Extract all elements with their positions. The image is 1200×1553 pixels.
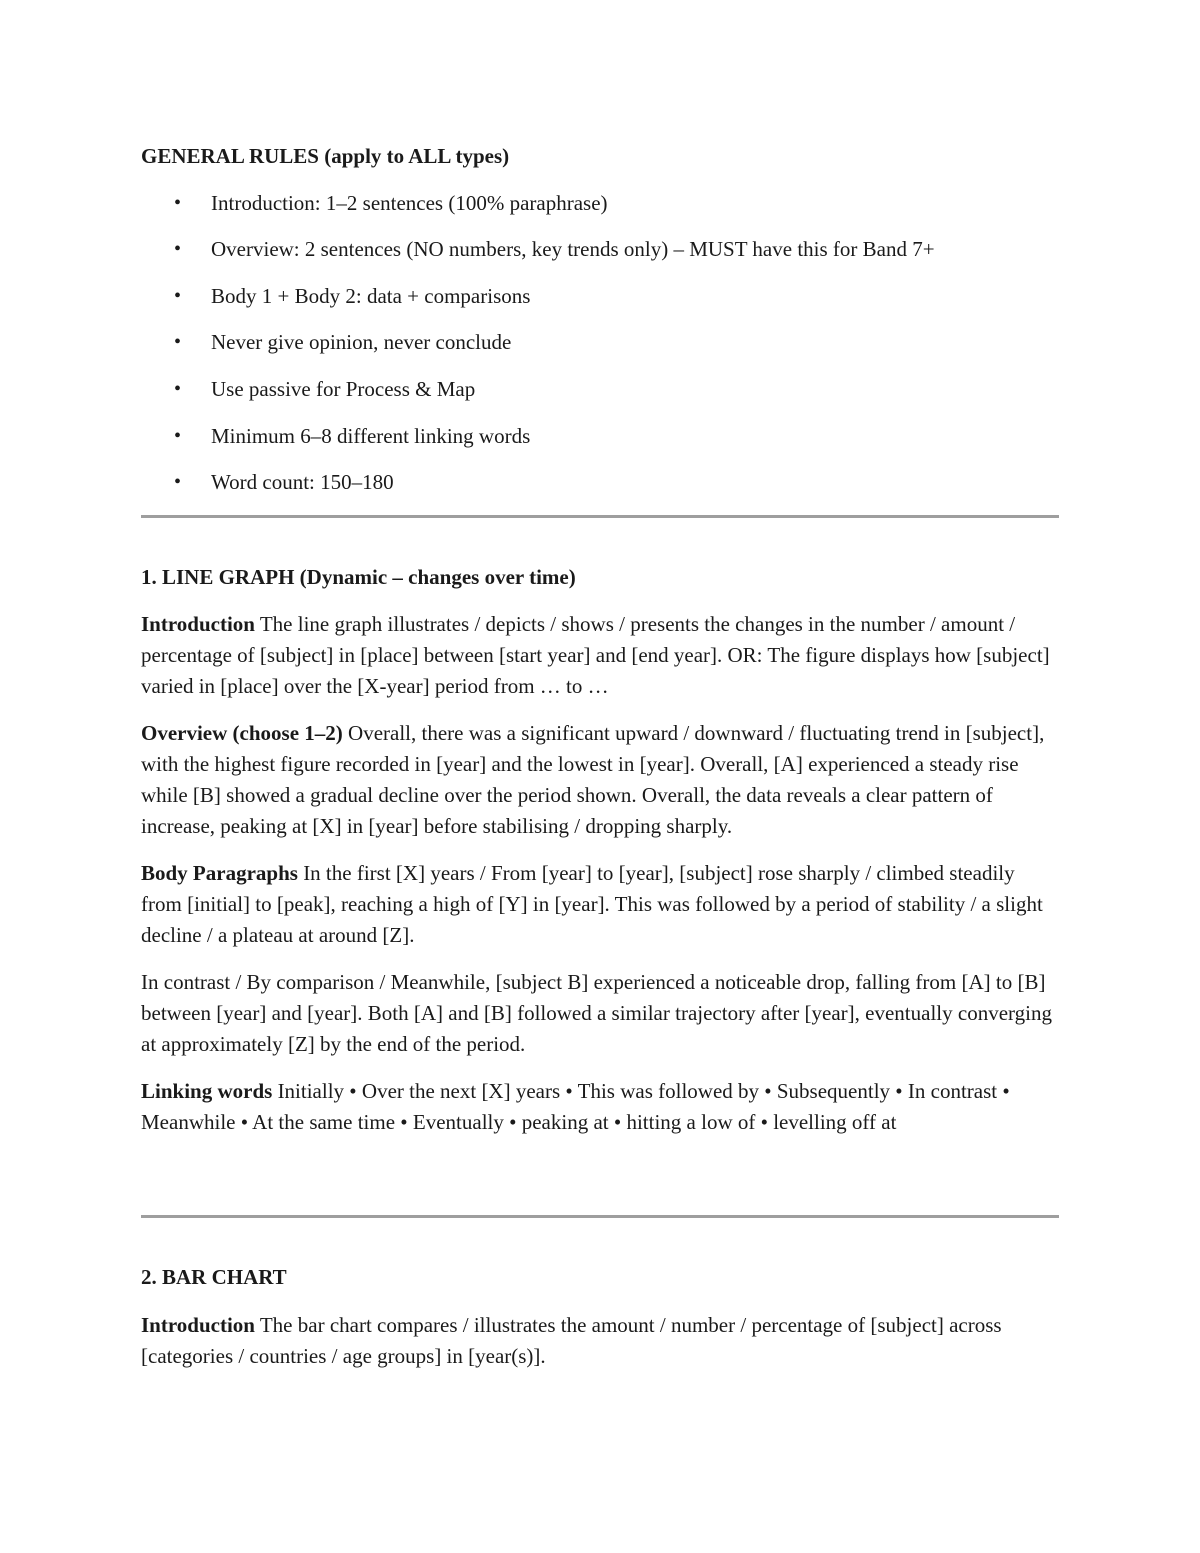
bullet-icon: • xyxy=(174,191,182,214)
section-divider xyxy=(141,515,1059,518)
bullet-icon: • xyxy=(174,284,182,307)
bullet-icon: • xyxy=(174,238,182,261)
general-rules-section xyxy=(141,141,1059,514)
line-graph-body-2: In contrast / By comparison / Meanwhile, [subject B] experienced a noticeable drop, falling from [A] to [B] between [year] and [year]. Both [A] and [B] followed a similar trajectory after [year], eventually converging at approximately [Z] by the end of the period. xyxy=(141,970,1052,1056)
bar-chart-introduction: Introduction The bar chart compares / illustrates the amount / number / percentage of [subject] across [categories / countries / age groups] in [year(s)]. xyxy=(141,1313,1002,1368)
line-graph-linking-words: Linking words Initially • Over the next [X] years • This was followed by • Subsequently • In contrast • Meanwhile • At the same time • Eventually • peaking at • hitting a low of • levelling off at xyxy=(141,1079,1010,1134)
list-item: • Never give opinion, never conclude xyxy=(141,327,1059,358)
list-item: • Use passive for Process & Map xyxy=(141,374,1059,405)
list-item: • Introduction: 1–2 sentences (100% paraphrase) xyxy=(141,188,1059,219)
bullet-icon: • xyxy=(174,424,182,447)
line-graph-body: Body Paragraphs In the first [X] years / From [year] to [year], [subject] rose sharply / climbed steadily from [initial] to [peak], reaching a high of [Y] in [year]. This was followed by a period of stability / a slight decline / a plateau at around [Z]. xyxy=(141,861,1043,947)
bullet-icon: • xyxy=(174,471,182,494)
list-item: • Minimum 6–8 different linking words xyxy=(141,421,1059,452)
bar-chart-section xyxy=(141,1262,1059,1372)
general-rules-title: GENERAL RULES (apply to ALL types) xyxy=(141,144,510,168)
line-graph-introduction: Introduction The line graph illustrates / depicts / shows / presents the changes in the number / amount / percentage of [subject] in [place] between [start year] and [end year]. OR: The figure displays how [subject] varied in [place] over the [X-year] period from … to … xyxy=(141,612,1050,698)
line-graph-overview: Overview (choose 1–2) Overall, there was a significant upward / downward / fluctuating trend in [subject], with the highest figure recorded in [year] and the lowest in [year]. Overall, [A] experienced a steady rise while [B] showed a gradual decline over the period shown. Overall, the data reveals a clear pattern of increase, peaking at [X] in [year] before stabilising / dropping sharply. xyxy=(141,721,1045,838)
bullet-icon: • xyxy=(174,377,182,400)
bar-chart-title: 2. BAR CHART xyxy=(141,1265,287,1289)
line-graph-section xyxy=(141,562,1059,1138)
list-item: • Word count: 150–180 xyxy=(141,467,1059,498)
section-divider xyxy=(141,1215,1059,1218)
list-item: • Body 1 + Body 2: data + comparisons xyxy=(141,281,1059,312)
general-rules-list xyxy=(141,188,1059,499)
list-item: • Overview: 2 sentences (NO numbers, key trends only) – MUST have this for Band 7+ xyxy=(141,234,1059,265)
line-graph-title: 1. LINE GRAPH (Dynamic – changes over time) xyxy=(141,565,576,589)
bullet-icon: • xyxy=(174,331,182,354)
